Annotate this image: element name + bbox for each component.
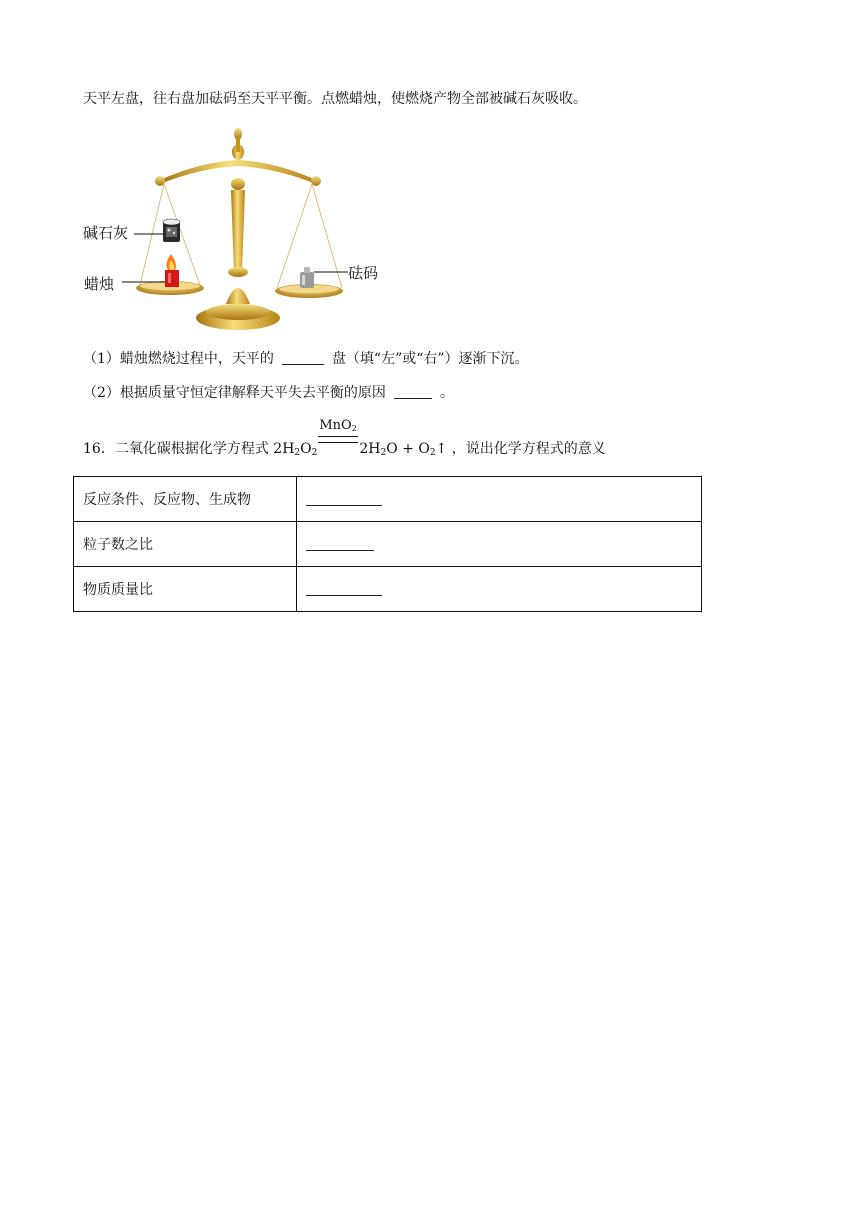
table-row <box>74 567 702 612</box>
question-1-blank[interactable] <box>282 350 324 365</box>
row-label: 反应条件、反应物、生成物 <box>74 477 297 522</box>
row-label: 物质质量比 <box>74 567 297 612</box>
soda-lime-label: 碱石灰 <box>83 224 129 242</box>
reaction-condition <box>318 418 358 453</box>
equals-sign <box>318 436 358 443</box>
question-16-number: 16． <box>83 441 115 457</box>
question-2-text-after: 。 <box>439 385 454 401</box>
weight <box>300 267 314 288</box>
question-2-blank[interactable] <box>394 384 432 399</box>
weight-label: 砝码 <box>348 264 379 282</box>
catalyst-label: MnO$_2$ <box>319 418 357 433</box>
question-2 <box>83 383 454 403</box>
soda-lime-container <box>163 219 180 242</box>
candle-label: 蜡烛 <box>84 275 115 293</box>
equation-meaning-table <box>73 476 702 612</box>
scale-pillar <box>228 128 248 277</box>
answer-cell[interactable] <box>297 567 702 612</box>
row-label: 粒子数之比 <box>74 522 297 567</box>
chemical-equation: $2H_2O_2$ MnO$_2$ $2H_2O$ + $O_2↑$ <box>273 418 448 458</box>
question-1 <box>83 349 529 369</box>
table-row <box>74 477 702 522</box>
question-1-text-after: 盘（填“左”或“右”）逐渐下沉。 <box>331 351 529 367</box>
gas-arrow: ↑ <box>435 441 448 457</box>
scale-base <box>196 288 280 330</box>
question-16-text-before: 二氧化碳根据化学方程式 <box>114 441 274 457</box>
question-1-text-before: （1）蜡烛燃烧过程中，天平的 <box>83 351 274 367</box>
answer-cell[interactable] <box>297 477 702 522</box>
table-row <box>74 522 702 567</box>
intro-text: 天平左盘，往右盘加砝码至天平平衡。点燃蜡烛，使燃烧产物全部被碱石灰吸收。 <box>83 91 587 107</box>
answer-cell[interactable] <box>297 522 702 567</box>
answer-blank[interactable] <box>306 491 382 506</box>
candle <box>165 254 179 287</box>
question-16-text-after: ，说出化学方程式的意义 <box>447 441 606 457</box>
question-16 <box>83 418 606 463</box>
answer-blank[interactable] <box>306 581 382 596</box>
answer-blank[interactable] <box>306 536 374 551</box>
question-2-text-before: （2）根据质量守恒定律解释天平失去平衡的原因 <box>83 385 386 401</box>
